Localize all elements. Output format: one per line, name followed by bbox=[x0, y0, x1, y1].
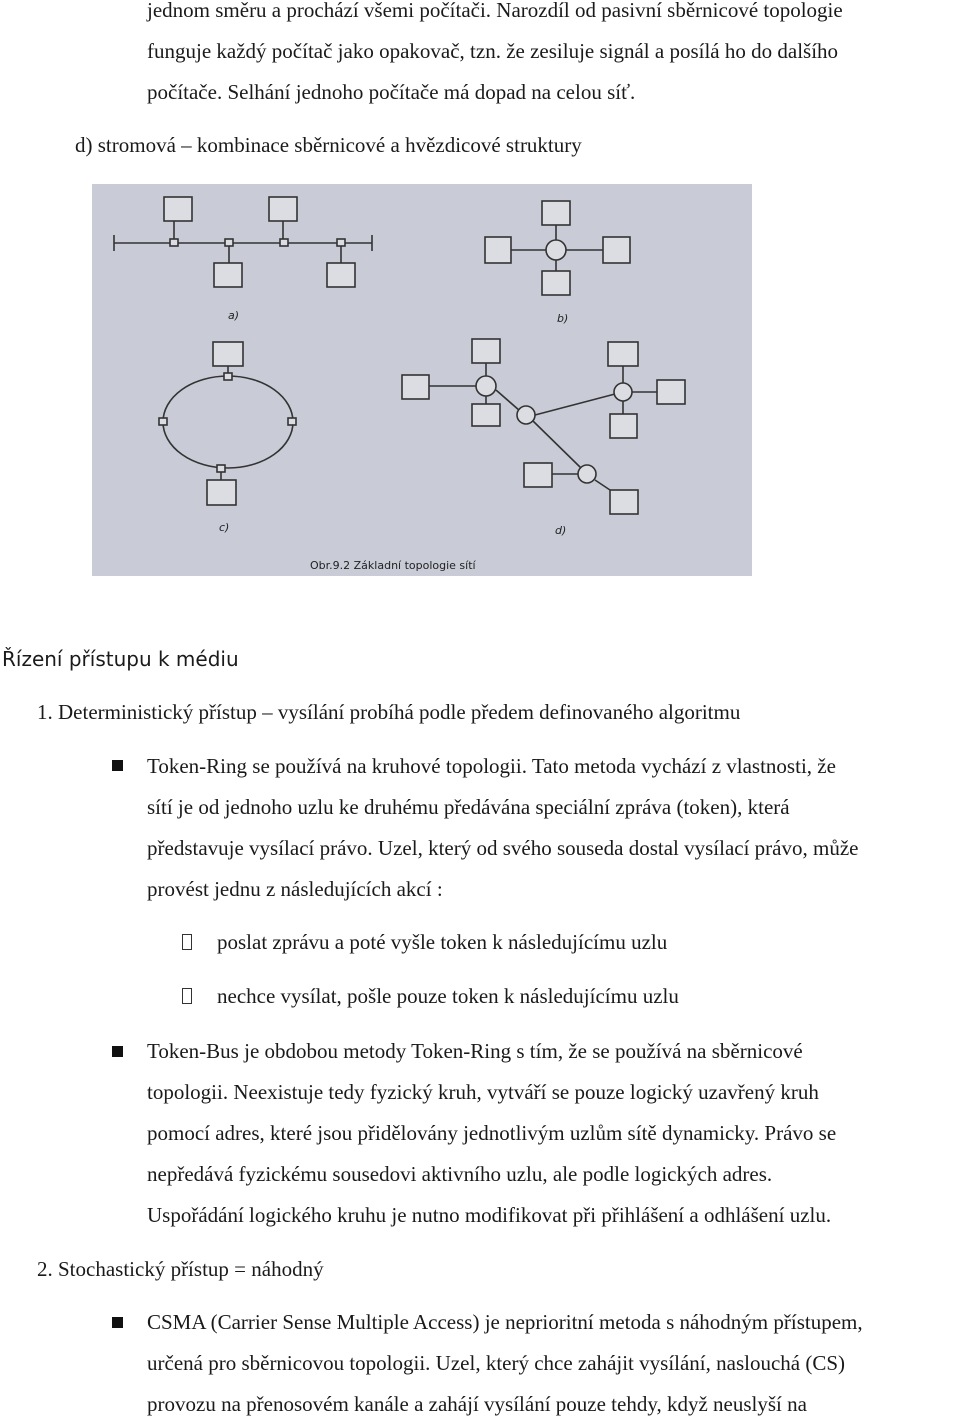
box-bullet-icon bbox=[182, 988, 192, 1004]
token-bus-line-3: pomocí adres, které jsou přidělovány jednotlivým uzlům sítě dynamicky. Právo se bbox=[147, 1121, 837, 1145]
stochastic-title: 2. Stochastický přístup = náhodný bbox=[37, 1257, 324, 1281]
token-ring-line-4: provést jednu z následujících akcí : bbox=[147, 877, 443, 901]
figure-caption: Obr.9.2 Základní topologie sítí bbox=[310, 559, 476, 572]
intro-line-3: počítače. Selhání jednoho počítače má dopad na celou síť. bbox=[147, 80, 636, 104]
action-option-1: poslat zprávu a poté vyšle token k následujícímu uzlu bbox=[217, 930, 668, 954]
token-ring-line-2: sítí je od jednoho uzlu ke druhému předávána speciální zpráva (token), která bbox=[147, 795, 790, 819]
list-item-d: d) stromová – kombinace sběrnicové a hvězdicové struktury bbox=[75, 133, 582, 157]
figure-label-a: a) bbox=[228, 309, 240, 322]
token-bus-line-2: topologii. Neexistuje tedy fyzický kruh, vytváří se pouze logický uzavřený kruh bbox=[147, 1080, 819, 1104]
token-ring-line-1: Token-Ring se používá na kruhové topologii. Tato metoda vychází z vlastnosti, že bbox=[147, 754, 836, 778]
csma-line-2: určená pro sběrnicovou topologii. Uzel, který chce zahájit vysílání, naslouchá (CS) bbox=[147, 1351, 846, 1375]
figure-label-b: b) bbox=[557, 312, 569, 325]
square-bullet-icon bbox=[112, 1317, 123, 1328]
figure-label-d: d) bbox=[555, 524, 567, 537]
topology-figure bbox=[92, 184, 752, 576]
intro-line-2: funguje každý počítač jako opakovač, tzn. že zesiluje signál a posílá ho do dalšího bbox=[147, 39, 839, 63]
action-option-2: nechce vysílat, pošle pouze token k následujícímu uzlu bbox=[217, 984, 679, 1008]
csma-line-1: CSMA (Carrier Sense Multiple Access) je neprioritní metoda s náhodným přístupem, bbox=[147, 1310, 863, 1334]
intro-line-1: jednom směru a prochází všemi počítači. Narozdíl od pasivní sběrnicové topologie bbox=[147, 0, 843, 22]
box-bullet-icon bbox=[182, 934, 192, 950]
deterministic-title: 1. Deterministický přístup – vysílání probíhá podle předem definovaného algoritmu bbox=[37, 700, 741, 724]
token-bus-line-4: nepředává fyzickému sousedovi aktivního uzlu, ale podle logických adres. bbox=[147, 1162, 773, 1186]
token-bus-line-1: Token-Bus je obdobou metody Token-Ring s tím, že se používá na sběrnicové bbox=[147, 1039, 803, 1063]
square-bullet-icon bbox=[112, 760, 123, 771]
square-bullet-icon bbox=[112, 1046, 123, 1057]
token-ring-line-3: představuje vysílací právo. Uzel, který od svého souseda dostal vysílací právo, může bbox=[147, 836, 859, 860]
csma-line-3: provozu na přenosovém kanále a zahájí vysílání pouze tehdy, když neuslyší na bbox=[147, 1392, 807, 1416]
token-bus-line-5: Uspořádání logického kruhu je nutno modifikovat při přihlášení a odhlášení uzlu. bbox=[147, 1203, 832, 1227]
section-heading: Řízení přístupu k médiu bbox=[2, 647, 239, 671]
figure-label-c: c) bbox=[219, 521, 230, 534]
